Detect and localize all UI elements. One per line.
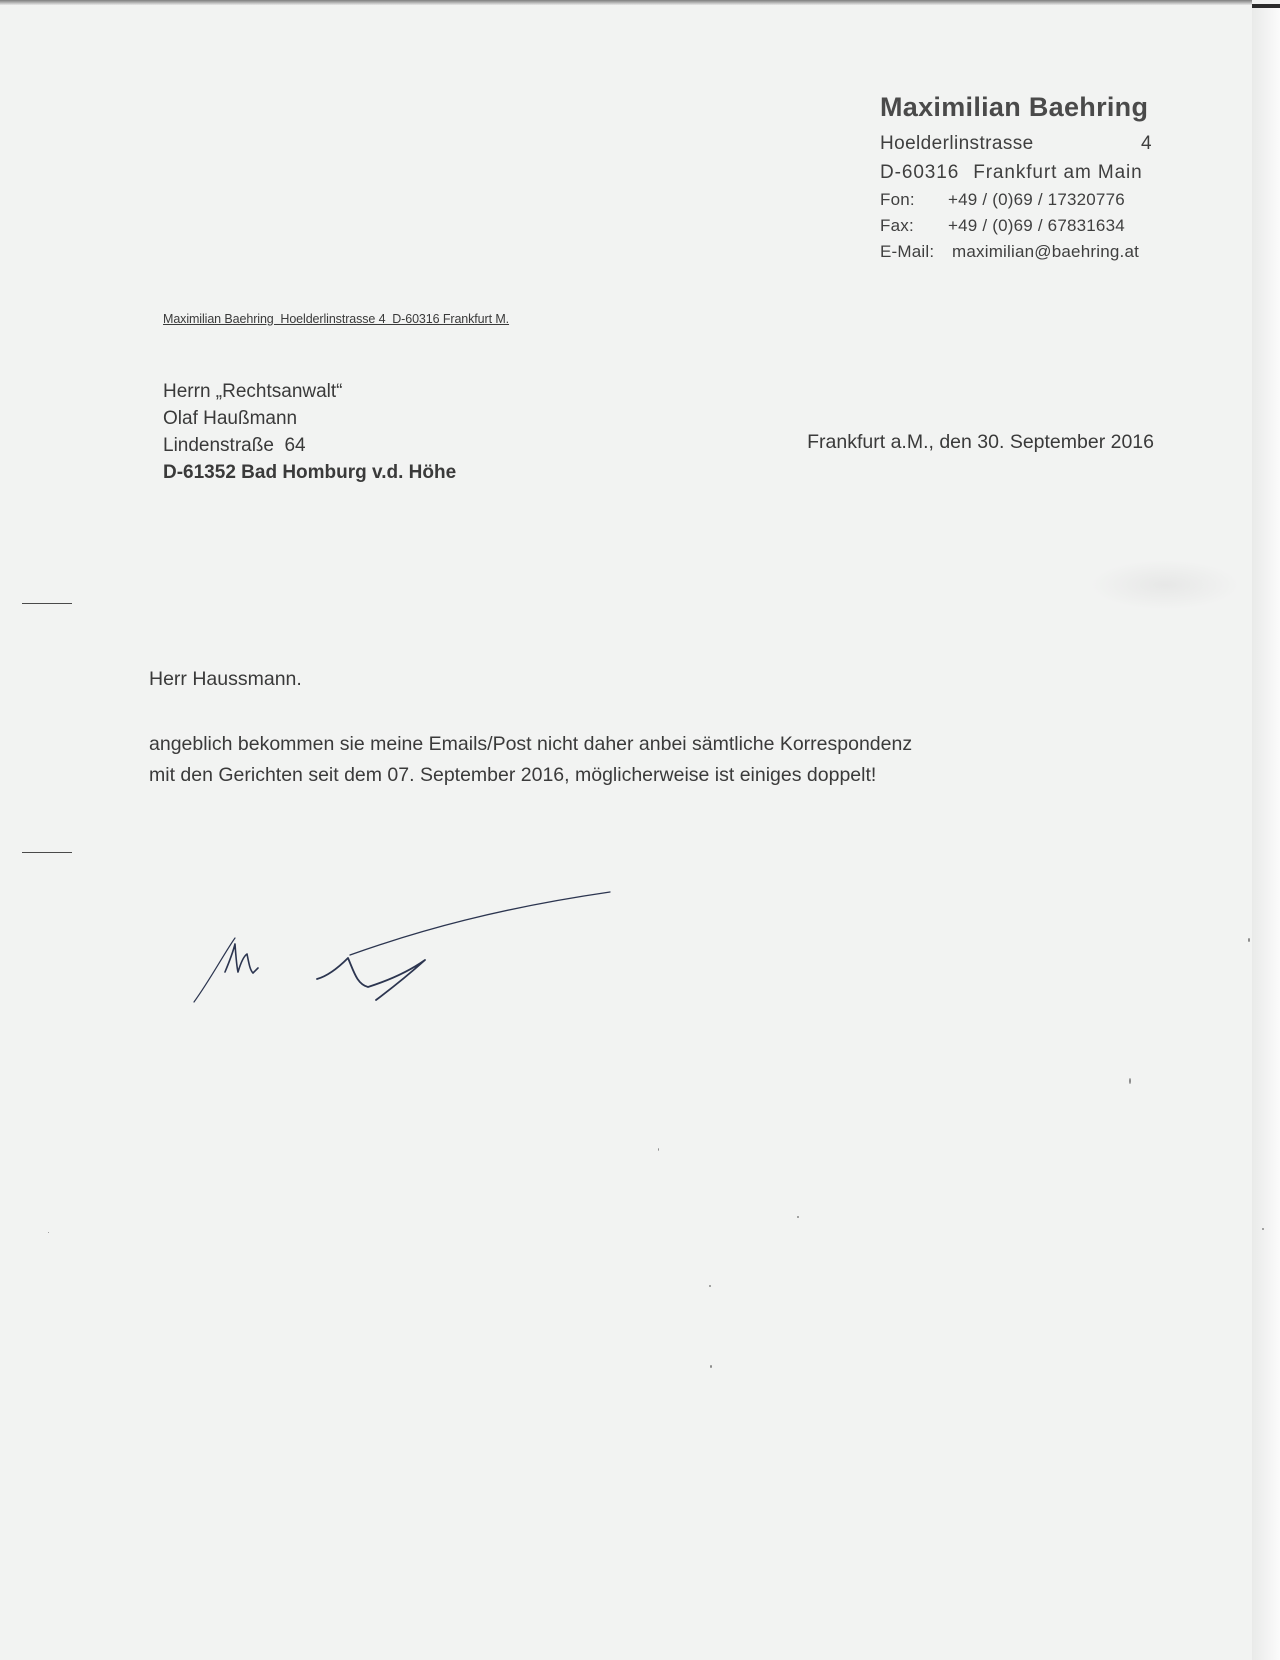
dust-speck bbox=[658, 1148, 659, 1151]
sender-street-line bbox=[880, 129, 1152, 158]
dust-speck bbox=[1262, 1228, 1264, 1230]
body-line-1: angeblich bekommen sie meine Emails/Post nicht daher anbei sämtliche Korrespondenz bbox=[149, 733, 913, 755]
sender-city: Frankfurt am Main bbox=[973, 162, 1143, 183]
scan-right-edge bbox=[1252, 8, 1280, 1660]
recipient-name: Olaf Haußmann bbox=[163, 408, 298, 429]
sender-street: Hoelderlinstrasse bbox=[880, 133, 1034, 154]
sender-phone-line bbox=[880, 187, 1152, 213]
sender-name: Maximilian Baehring bbox=[880, 92, 1149, 122]
scan-top-edge bbox=[0, 0, 1252, 5]
dust-speck bbox=[1129, 1078, 1131, 1084]
letter-date: Frankfurt a.M., den 30. September 2016 bbox=[807, 431, 1154, 453]
dust-speck bbox=[797, 1216, 799, 1218]
dust-speck bbox=[709, 1285, 711, 1287]
recipient-title: Herrn „Rechtsanwalt“ bbox=[163, 381, 343, 402]
recipient-address bbox=[163, 378, 456, 486]
letterhead bbox=[880, 88, 1152, 265]
recipient-city: D-61352 Bad Homburg v.d. Höhe bbox=[163, 462, 457, 483]
fax-number: +49 / (0)69 / 67831634 bbox=[948, 216, 1125, 235]
dust-speck bbox=[1248, 938, 1250, 942]
sender-zip: D-60316 bbox=[880, 162, 960, 183]
phone-label: Fon: bbox=[880, 190, 915, 209]
phone-number: +49 / (0)69 / 17320776 bbox=[948, 190, 1125, 209]
paper-smudge bbox=[1090, 560, 1240, 610]
email-address: maximilian@baehring.at bbox=[952, 242, 1140, 261]
return-address-line: Maximilian Baehring Hoelderlinstrasse 4 D-60316 Frankfurt M. bbox=[163, 312, 510, 326]
fold-mark-lower bbox=[22, 852, 72, 853]
sender-email-line bbox=[880, 239, 1152, 265]
body-line-2: mit den Gerichten seit dem 07. September 2016, möglicherweise ist einiges doppelt! bbox=[149, 764, 877, 786]
recipient-street: Lindenstraße 64 bbox=[163, 435, 306, 456]
sender-house-number: 4 bbox=[1141, 133, 1152, 154]
handwritten-signature bbox=[180, 880, 630, 1020]
fax-label: Fax: bbox=[880, 216, 914, 235]
email-label: E-Mail: bbox=[880, 242, 935, 261]
dust-speck bbox=[48, 1232, 49, 1233]
salutation: Herr Haussmann. bbox=[149, 668, 302, 690]
letter-body bbox=[149, 729, 1019, 791]
sender-fax-line bbox=[880, 213, 1152, 239]
fold-mark-upper bbox=[22, 603, 72, 604]
dust-speck bbox=[710, 1365, 712, 1368]
sender-city-line bbox=[880, 158, 1152, 187]
